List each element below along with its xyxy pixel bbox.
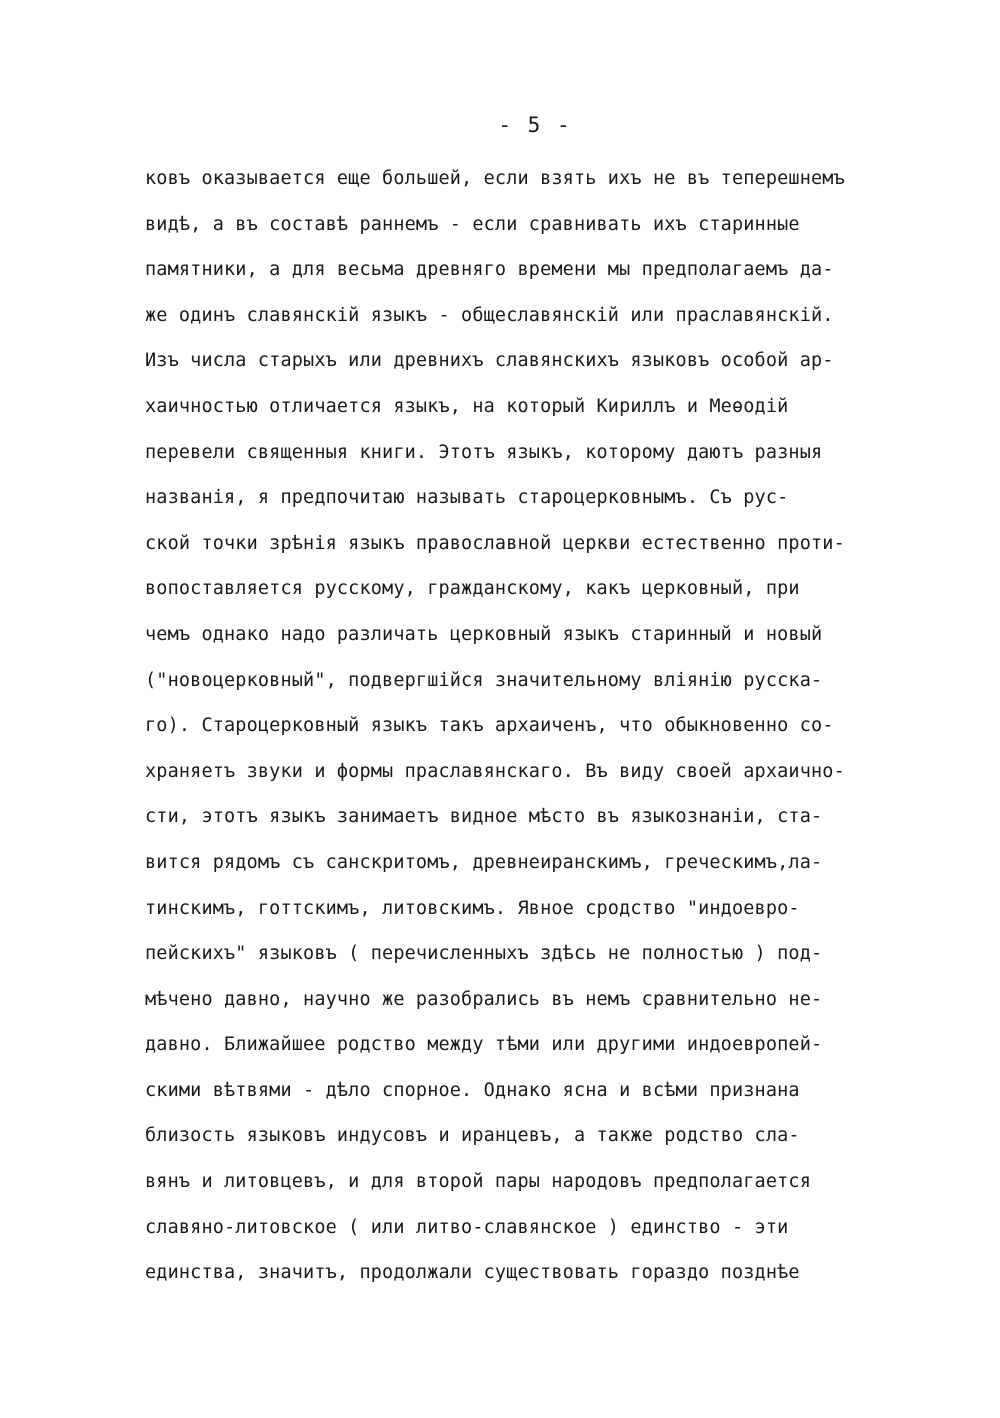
body-text — [145, 156, 905, 1296]
text-line: давно. Ближайшее родство между тѣми или другими индоевропей- — [145, 1034, 823, 1056]
text-line: скими вѣтвями - дѣло спорное. Однако ясна и всѣми признана — [145, 1079, 800, 1101]
text-line: храняетъ звуки и формы праславянскаго. Въ виду своей архаично- — [145, 760, 845, 782]
text-line: славяно-литовское ( или литво-славянское ) единство - эти — [145, 1216, 789, 1238]
text-line: перевели священныя книги. Этотъ языкъ, которому даютъ разныя — [145, 441, 823, 463]
text-line: мѣчено давно, научно же разобрались въ немъ сравнительно не- — [145, 988, 823, 1010]
text-line: видѣ, а въ составѣ раннемъ - если сравнивать ихъ старинные — [145, 213, 800, 235]
page-number: - 5 - — [498, 113, 572, 137]
text-line: названія, я предпочитаю называть староцерковнымъ. Съ рус- — [145, 487, 789, 509]
text-line: Изъ числа старыхъ или древнихъ славянскихъ языковъ особой ар- — [145, 350, 834, 372]
text-line: пейскихъ" языковъ ( перечисленныхъ здѣсь не полностью ) под- — [145, 943, 823, 965]
text-line: же одинъ славянскій языкъ - общеславянскій или праславянскій. — [145, 304, 834, 326]
text-line: хаичностью отличается языкъ, на который Кириллъ и Меѳодій — [145, 395, 789, 417]
text-line: тинскимъ, готтскимъ, литовскимъ. Явное сродство "индоевро- — [145, 897, 800, 919]
text-line: сти, этотъ языкъ занимаетъ видное мѣсто въ языкознаніи, ста- — [145, 806, 823, 828]
text-line: вится рядомъ съ санскритомъ, древнеиранскимъ, греческимъ,ла- — [145, 851, 823, 873]
text-line: ковъ оказывается еще большей, если взять ихъ не въ теперешнемъ — [145, 168, 845, 189]
text-line: го). Староцерковный языкъ такъ архаиченъ, что обыкновенно со- — [145, 715, 834, 737]
text-line: вянъ и литовцевъ, и для второй пары народовъ предполагается — [145, 1171, 811, 1193]
text-line: ("новоцерковный", подвергшійся значительному вліянію русска- — [145, 669, 823, 691]
text-line: памятники, а для весьма древняго времени мы предполагаемъ да- — [145, 259, 834, 281]
text-line: единства, значитъ, продолжали существовать гораздо позднѣе — [145, 1262, 800, 1284]
text-line: близость языковъ индусовъ и иранцевъ, а также родство сла- — [145, 1125, 800, 1147]
text-line: чемъ однако надо различать церковный языкъ старинный и новый — [145, 623, 823, 645]
text-line: ской точки зрѣнія языкъ православной церкви естественно проти- — [145, 532, 845, 554]
text-line: вопоставляется русскому, гражданскому, какъ церковный, при — [145, 578, 800, 600]
